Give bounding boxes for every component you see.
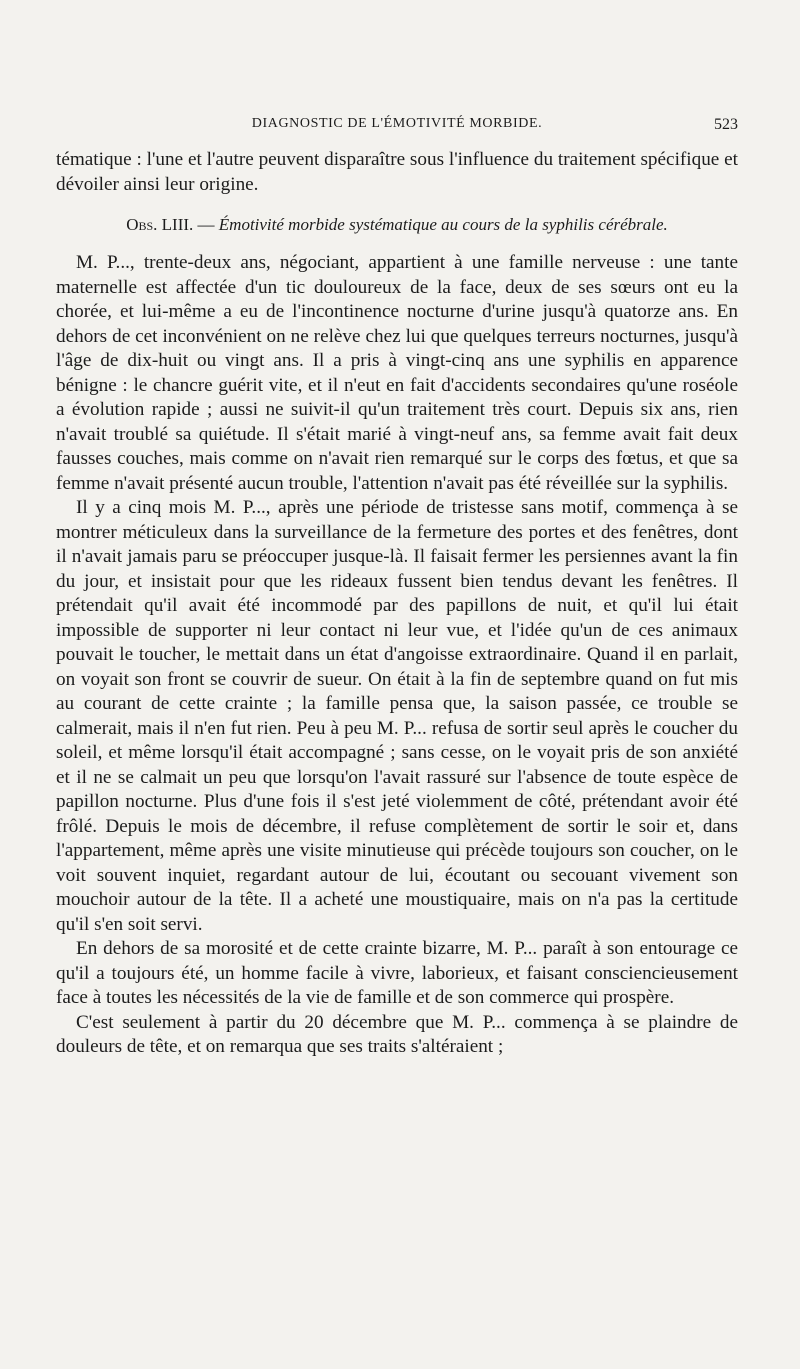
paragraph: Il y a cinq mois M. P..., après une période de tristesse sans motif, commença à se montrer méticuleux dans la surveillance de la fermeture des portes et des fenêtres, dont il n'avait jamais paru se préoccuper jusque-là. Il faisait fermer les persiennes avant la fin du jour, et insistait pour que les rideaux fussent bien tendus devant les fenêtres. Il prétendait qu'il avait été incommodé par des papillons de nuit, et qu'il lui était impossible de supporter ni leur contact ni leur vue, et l'idée qu'un de ces animaux pouvait le toucher, le mettait dans un état d'angoisse extraordinaire. Quand il en parlait, on voyait son front se couvrir de sueur. On était à la fin de septembre quand on fut mis au courant de cette crainte ; la famille pensa que, la saison passée, ce trouble se calmerait, mais il n'en fut rien. Peu à peu M. P... refusa de sortir seul après le coucher du soleil, et même lorsqu'il était accompagné ; sans cesse, on le voyait pris de son anxiété et il ne se calmait un peu que lorsqu'on l'avait rassuré sur l'absence de toute espèce de papillon nocturne. Plus d'une fois il s'est jeté violemment de côté, prétendant avoir été frôlé. Depuis le mois de décembre, il refuse complètement de sortir le soir et, dans l'appartement, même après une visite minutieuse qui précède toujours son coucher, on le voit souvent inquiet, regardant autour de lui, écoutant ou secouant vivement son mouchoir autour de la tête. Il a acheté une moustiquaire, mais on n'a pas la certitude qu'il s'en soit servi.: [56, 497, 738, 935]
intro-paragraph: tématique : l'une et l'autre peuvent disparaître sous l'influence du traitement spécifique et dévoiler ainsi leur origine.: [56, 149, 738, 195]
page-body: [56, 148, 738, 1060]
observation-heading: [56, 213, 738, 237]
page-number: 523: [714, 116, 738, 133]
observation-subject: Émotivité morbide systématique au cours de la syphilis cérébrale.: [218, 215, 668, 234]
observation-label: Obs. LIII. —: [126, 215, 215, 234]
paragraph: C'est seulement à partir du 20 décembre que M. P... commença à se plaindre de douleurs de tête, et on remarqua que ses traits s'altéraient ;: [56, 1011, 738, 1057]
running-title: DIAGNOSTIC DE L'ÉMOTIVITÉ MORBIDE.: [251, 116, 543, 131]
paragraph: En dehors de sa morosité et de cette crainte bizarre, M. P... paraît à son entourage ce qu'il a toujours été, un homme facile à vivre, laborieux, et faisant consciencieusement face à toutes les nécessités de la vie de famille et de son commerce qui prospère.: [56, 938, 738, 1008]
paragraph: M. P..., trente-deux ans, négociant, appartient à une famille nerveuse : une tante maternelle est affectée d'un tic douloureux de la face, deux de ses sœurs ont eu la chorée, et lui-même a eu de l'incontinence nocturne d'urine jusqu'à quatorze ans. En dehors de cet inconvénient on ne relève chez lui que quelques terreurs nocturnes, jusqu'à l'âge de dix-huit ou vingt ans. Il a pris à vingt-cinq ans une syphilis en apparence bénigne : le chancre guérit vite, et il n'eut en fait d'accidents secondaires qu'une roséole a évolution rapide ; aussi ne suivit-il qu'un traitement très court. Depuis six ans, rien n'avait troublé sa quiétude. Il s'était marié à vingt-neuf ans, sa femme avait fait deux fausses couches, mais comme on n'avait rien remarqué sur le corps des fœtus, et que sa femme n'avait présenté aucun trouble, l'attention n'avait pas été réveillée sur la syphilis.: [56, 252, 738, 494]
running-head: [56, 116, 738, 138]
